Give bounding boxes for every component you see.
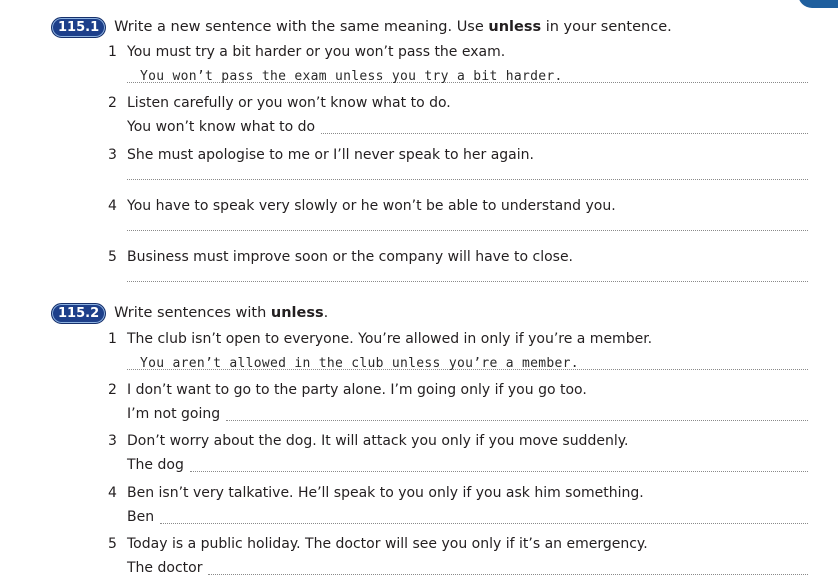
exercise-item (108, 331, 808, 373)
exercise-item (108, 44, 808, 86)
exercise-item (108, 433, 808, 475)
exercise-item (108, 95, 808, 137)
item-sentence: Business must improve soon or the company will have to close. (127, 249, 574, 265)
item-number: 3 (108, 433, 117, 449)
answer-prefix: You won’t know what to do (127, 119, 316, 135)
answer-prefix: Ben (127, 509, 155, 525)
item-sentence: The club isn’t open to everyone. You’re allowed in only if you’re a member. (127, 331, 653, 347)
exercise-115-1-header (51, 16, 672, 38)
exercise-instruction: Write a new sentence with the same meaning. Use unless in your sentence. (114, 19, 672, 35)
item-number: 5 (108, 249, 117, 265)
answer-line[interactable] (160, 522, 808, 524)
exercise-item (108, 249, 808, 285)
item-number: 2 (108, 95, 117, 111)
item-sentence: You have to speak very slowly or he won’t be able to understand you. (127, 198, 616, 214)
item-sentence: Don’t worry about the dog. It will attack you only if you move suddenly. (127, 433, 629, 449)
answer-line[interactable] (226, 419, 808, 421)
exercise-item (108, 536, 808, 578)
answer-prefix: The dog (127, 457, 184, 473)
item-sentence: She must apologise to me or I’ll never speak to her again. (127, 147, 534, 163)
item-number: 3 (108, 147, 117, 163)
item-sentence: Listen carefully or you won’t know what to do. (127, 95, 451, 111)
answer-line[interactable] (127, 178, 808, 180)
answer-prefix: I’m not going (127, 406, 221, 422)
exercise-instruction: Write sentences with unless. (114, 305, 329, 321)
item-sentence: Today is a public holiday. The doctor will see you only if it’s an emergency. (127, 536, 648, 552)
item-sentence: Ben isn’t very talkative. He’ll speak to you only if you ask him something. (127, 485, 644, 501)
answer-line[interactable] (190, 470, 808, 472)
item-number: 4 (108, 198, 117, 214)
exercise-item (108, 198, 808, 234)
item-number: 1 (108, 331, 117, 347)
exercise-number-badge: 115.1 (51, 17, 106, 38)
answer-line[interactable] (321, 132, 808, 134)
answer-prefix: The doctor (127, 560, 203, 576)
answer-line[interactable] (127, 229, 808, 231)
item-number: 5 (108, 536, 117, 552)
item-number: 1 (108, 44, 117, 60)
item-number: 2 (108, 382, 117, 398)
item-sentence: You must try a bit harder or you won’t pass the exam. (127, 44, 506, 60)
example-answer: You won’t pass the exam unless you try a bit harder. (140, 69, 563, 84)
exercise-item (108, 485, 808, 527)
exercise-number-badge: 115.2 (51, 303, 106, 324)
item-sentence: I don’t want to go to the party alone. I’m going only if you go too. (127, 382, 587, 398)
item-number: 4 (108, 485, 117, 501)
exercise-item (108, 382, 808, 424)
exercise-115-2-header (51, 302, 328, 324)
corner-tab (798, 0, 838, 8)
answer-line[interactable] (208, 573, 808, 575)
answer-line[interactable] (127, 280, 808, 282)
exercise-item (108, 147, 808, 183)
example-answer: You aren’t allowed in the club unless you’re a member. (140, 356, 579, 371)
